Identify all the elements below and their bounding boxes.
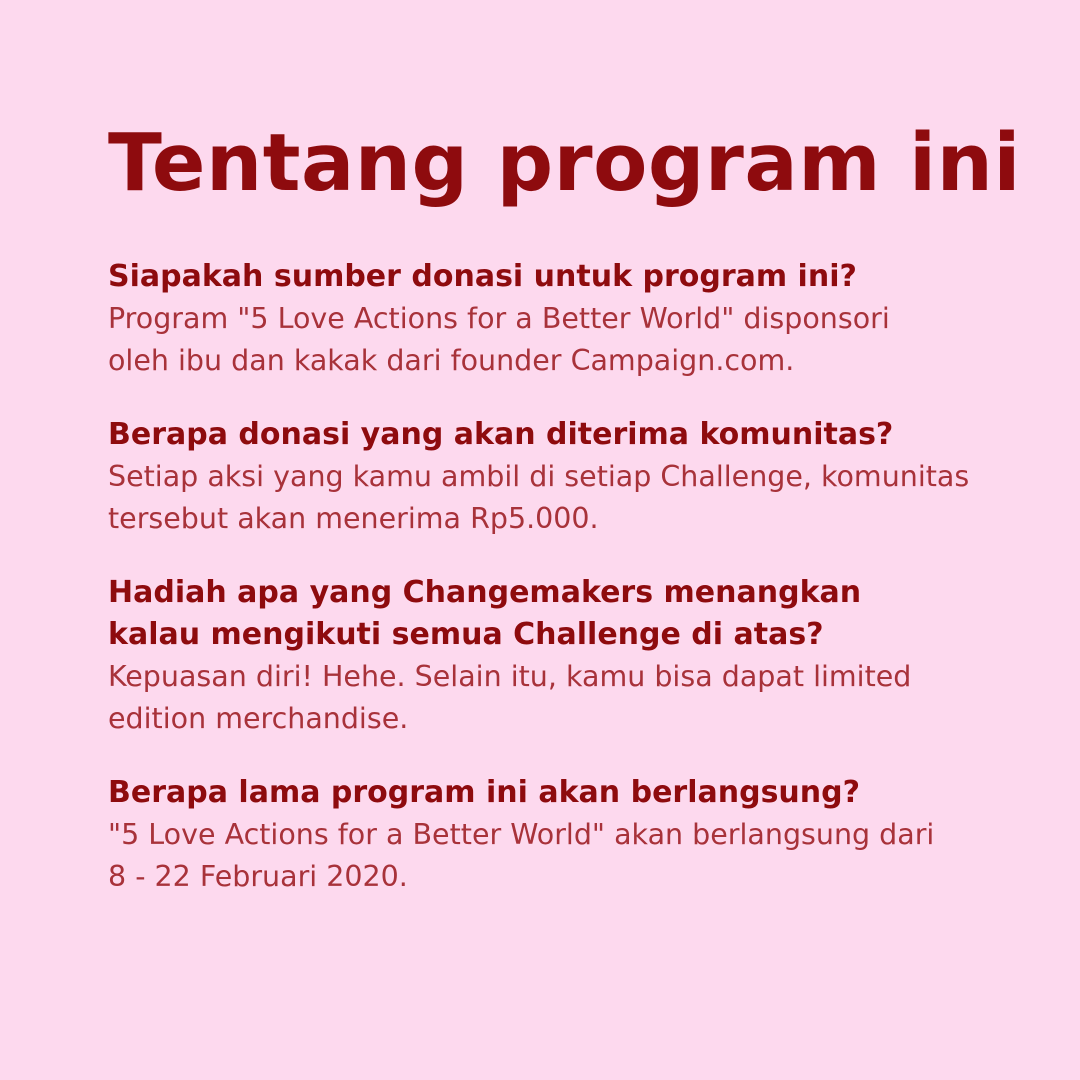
faq-answer: Setiap aksi yang kamu ambil di setiap Challenge, komunitas tersebut akan menerima Rp5.000. [108,460,970,535]
faq-question: Berapa donasi yang akan diterima komunitas? [108,417,894,452]
faq-answer: Kepuasan diri! Hehe. Selain itu, kamu bisa dapat limited edition merchandise. [108,660,912,735]
faq-item [108,572,980,740]
faq-item [108,772,980,898]
faq-item [108,414,980,540]
faq-list [108,256,980,898]
page-title: Tentang program ini [108,117,1021,209]
faq-answer: Program "5 Love Actions for a Better World" disponsori oleh ibu dan kakak dari founder Campaign.com. [108,302,890,377]
faq-question: Hadiah apa yang Changemakers menangkan kalau mengikuti semua Challenge di atas? [108,575,862,652]
faq-question: Berapa lama program ini akan berlangsung? [108,775,861,810]
faq-answer: "5 Love Actions for a Better World" akan berlangsung dari 8 - 22 Februari 2020. [108,818,935,893]
faq-item [108,256,980,382]
faq-question: Siapakah sumber donasi untuk program ini? [108,259,857,294]
